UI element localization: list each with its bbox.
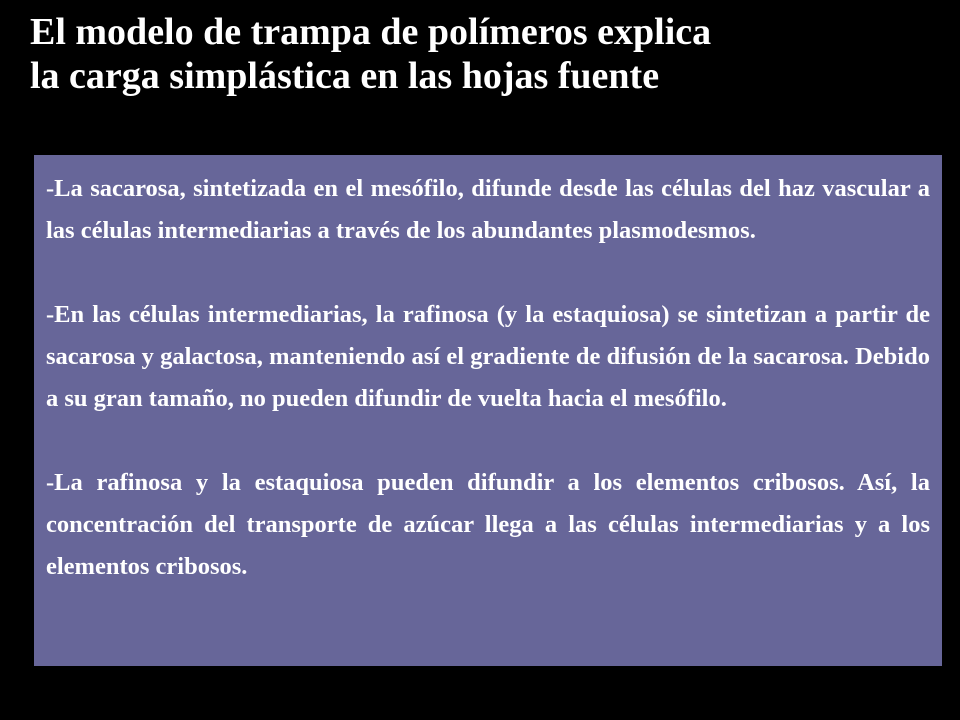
slide-title (30, 10, 940, 98)
slide-title-line-1: El modelo de trampa de polímeros explica (30, 11, 712, 53)
slide-title-line-2: la carga simplástica en las hojas fuente (30, 55, 660, 97)
paragraph-celulas-intermediarias: -En las células intermediarias, la rafinosa (y la estaquiosa) se sintetizan a partir de sacarosa y galactosa, manteniendo así el gradiente de difusión de la sacarosa. Debido a su gran tamaño, no pueden difundir de vuelta hacia el mesófilo. (46, 301, 930, 412)
paragraph-elementos-cribosos: -La rafinosa y la estaquiosa pueden difundir a los elementos cribosos. Así, la concentración del transporte de azúcar llega a las células intermediarias y a los elementos cribosos. (46, 469, 930, 580)
content-box (34, 155, 942, 666)
paragraph-sacarosa-difusion: -La sacarosa, sintetizada en el mesófilo, difunde desde las células del haz vascular a las células intermediarias a través de los abundantes plasmodesmos. (46, 175, 930, 244)
